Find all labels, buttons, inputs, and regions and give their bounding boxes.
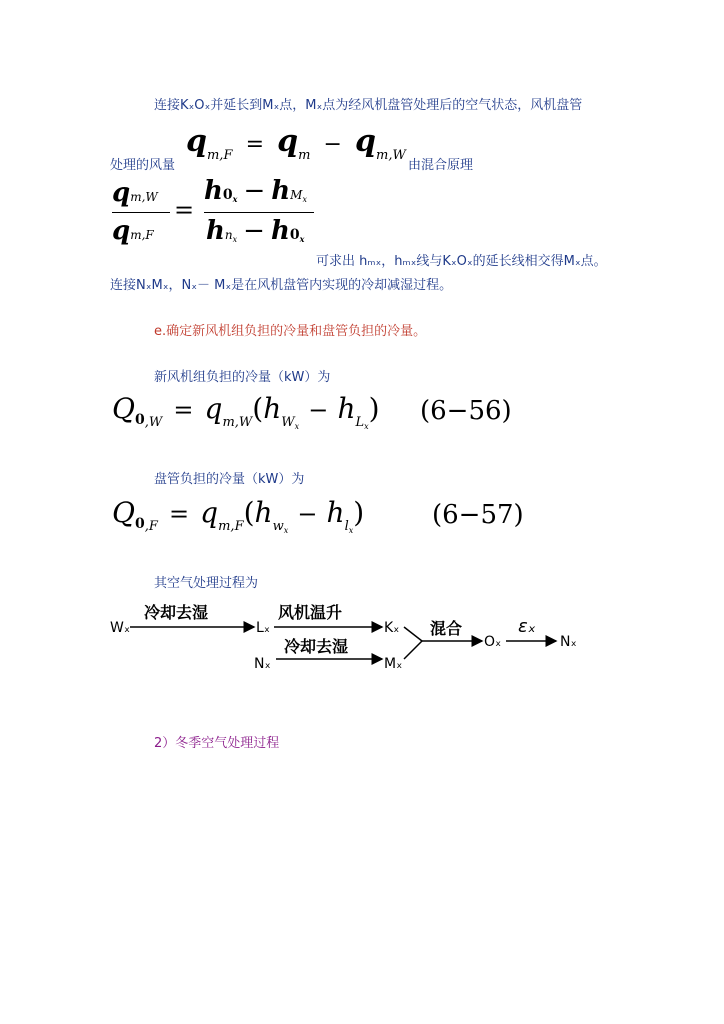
merge-line-M bbox=[404, 641, 422, 659]
coil-load-equation: $Q0_{,F} = q_{m,F}(h_{w_x} - h_{l_x})$ bbox=[112, 496, 365, 535]
paragraph-line-2-suffix: 由混合原理 bbox=[408, 158, 474, 173]
paragraph-line-1: 连接KₓOₓ并延长到Mₓ点，Mₓ点为经风机盘管处理后的空气状态，风机盘管 bbox=[154, 98, 583, 113]
label-fan-heat: 风机温升 bbox=[278, 603, 343, 622]
node-N: Nₓ bbox=[254, 656, 271, 672]
coil-load-label: 盘管负担的冷量（kW）为 bbox=[154, 472, 305, 487]
node-N-end: Nₓ bbox=[560, 634, 577, 650]
step-e-heading: e.确定新风机组负担的冷量和盘管负担的冷量。 bbox=[154, 324, 427, 339]
equation-number-6-56: (6−56) bbox=[420, 396, 512, 426]
paragraph-line-3: 可求出 hₘₓ，hₘₓ线与KₓOₓ的延长线相交得Mₓ点。 bbox=[316, 254, 607, 269]
label-epsilon: εₓ bbox=[518, 616, 536, 637]
paragraph-line-2-prefix: 处理的风量 bbox=[110, 158, 176, 173]
mixing-ratio-equation: qm,W qm,F = $h0x - hM_x$ $hn_x - h0x$ bbox=[112, 176, 312, 258]
node-O: Oₓ bbox=[484, 634, 502, 650]
label-mixing: 混合 bbox=[430, 619, 463, 638]
air-process-diagram bbox=[108, 596, 598, 680]
node-M: Mₓ bbox=[384, 656, 403, 672]
airflow-equation: $q_{m,F} = q_m - q_{m,W}$ bbox=[186, 124, 406, 163]
section-2-heading: 2）冬季空气处理过程 bbox=[154, 736, 280, 751]
node-K: Kₓ bbox=[384, 620, 400, 636]
equation-number-6-57: (6−57) bbox=[432, 500, 524, 530]
fresh-air-load-label: 新风机组负担的冷量（kW）为 bbox=[154, 370, 331, 385]
label-cooling-dehumidify-1: 冷却去湿 bbox=[144, 603, 209, 622]
process-label: 其空气处理过程为 bbox=[154, 576, 259, 591]
paragraph-line-4: 连接NₓMₓ，Nₓ－ Mₓ是在风机盘管内实现的冷却减湿过程。 bbox=[110, 278, 453, 293]
node-W: Wₓ bbox=[110, 620, 131, 636]
merge-line-K bbox=[404, 627, 422, 641]
label-cooling-dehumidify-2: 冷却去湿 bbox=[284, 637, 349, 656]
fresh-air-load-equation: $Q0_{,W} = q_{m,W}(h_{W_x} - h_{L_x})$ bbox=[112, 392, 380, 431]
node-L: Lₓ bbox=[256, 620, 271, 636]
